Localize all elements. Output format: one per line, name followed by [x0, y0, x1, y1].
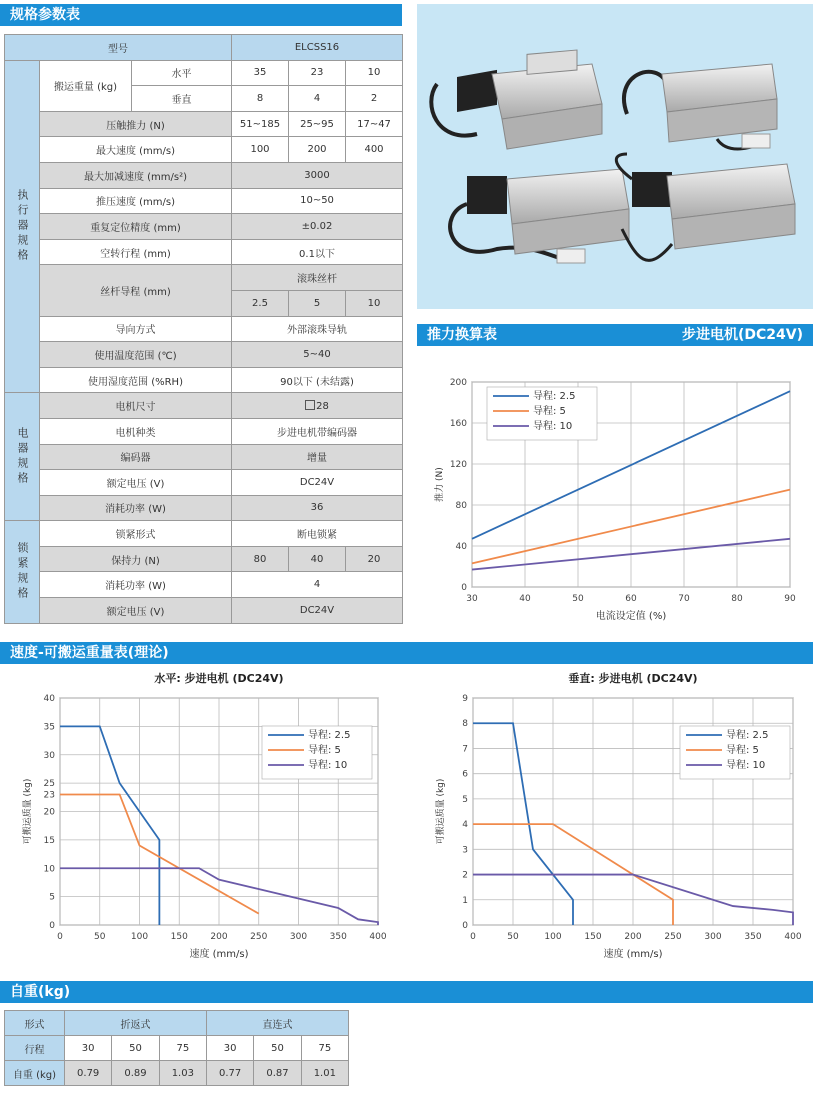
- x-tick-label: 50: [94, 932, 106, 942]
- thrust-banner: [417, 324, 813, 346]
- max-speed-2: 200: [289, 137, 346, 163]
- y-tick-label: 30: [43, 750, 55, 761]
- motor-size-text: 28: [316, 400, 329, 412]
- x-tick-label: 150: [584, 932, 602, 942]
- lock-power-label: 消耗功率 (W): [40, 572, 232, 598]
- product-illustration: [417, 4, 813, 309]
- weight-cell: 0.89: [112, 1061, 159, 1086]
- x-tick-label: 60: [625, 594, 637, 604]
- y-tick-label: 6: [462, 769, 468, 780]
- y-tick-label: 8: [462, 719, 468, 730]
- legend-label: 导程: 10: [726, 760, 766, 771]
- temp-label: 使用温度范围 (℃): [40, 342, 232, 368]
- horizontal-speed-chart: [0, 666, 400, 976]
- y-tick-label: 10: [43, 864, 55, 875]
- weight-cell: 0.79: [65, 1061, 112, 1086]
- y-tick-label: 15: [43, 835, 55, 846]
- weight-banner: [0, 981, 813, 1003]
- payload-label: 搬运重量 (kg): [40, 60, 132, 111]
- legend-label: 导程: 5: [308, 745, 341, 756]
- voltage-value: DC24V: [232, 470, 403, 496]
- screw-label: 丝杆导程 (mm): [40, 265, 232, 316]
- chart-title: 水平: 步进电机 (DC24V): [154, 672, 284, 685]
- y-tick-label: 0: [49, 921, 55, 931]
- max-speed-label: 最大速度 (mm/s): [40, 137, 232, 163]
- y-tick-label: 23: [43, 790, 55, 801]
- legend-label: 导程: 10: [533, 421, 573, 432]
- x-tick-label: 80: [731, 594, 743, 604]
- motor-size-label: 电机尺寸: [40, 393, 232, 419]
- payload-v-2: 4: [289, 86, 346, 112]
- x-tick-label: 150: [170, 932, 188, 942]
- y-tick-label: 4: [462, 820, 468, 831]
- y-tick-label: 1: [462, 895, 468, 906]
- lock-type-value: 断电锁紧: [232, 521, 403, 547]
- stroke-cell: 50: [112, 1036, 159, 1061]
- hold-3: 20: [346, 546, 403, 572]
- thrust-banner-title: 推力换算表: [427, 327, 497, 343]
- encoder-value: 增量: [232, 444, 403, 470]
- model-value: ELCSS16: [232, 35, 403, 61]
- max-accel-value: 3000: [232, 162, 403, 188]
- motor-type-label: 电机种类: [40, 418, 232, 444]
- payload-v-3: 2: [346, 86, 403, 112]
- x-axis-label: 速度 (mm/s): [603, 949, 663, 960]
- press-speed-value: 10~50: [232, 188, 403, 214]
- x-tick-label: 100: [130, 932, 149, 942]
- payload-h-2: 23: [289, 60, 346, 86]
- y-tick-label: 7: [462, 744, 468, 755]
- hold-label: 保持力 (N): [40, 546, 232, 572]
- lock-voltage-value: DC24V: [232, 598, 403, 624]
- stroke-cell: 50: [254, 1036, 301, 1061]
- x-tick-label: 350: [329, 932, 347, 942]
- repeat-value: ±0.02: [232, 214, 403, 240]
- x-tick-label: 40: [519, 594, 531, 604]
- y-tick-label: 5: [49, 892, 55, 903]
- press-speed-label: 推压速度 (mm/s): [40, 188, 232, 214]
- power-value: 36: [232, 495, 403, 521]
- x-tick-label: 200: [210, 932, 228, 942]
- humidity-label: 使用湿度范围 (%RH): [40, 367, 232, 393]
- guide-label: 导向方式: [40, 316, 232, 342]
- group-lock: 锁紧规格: [5, 521, 40, 623]
- y-tick-label: 160: [449, 419, 467, 429]
- hold-1: 80: [232, 546, 289, 572]
- y-tick-label: 9: [462, 694, 468, 704]
- y-tick-label: 0: [461, 583, 467, 593]
- screw-lead-1: 2.5: [232, 290, 289, 316]
- group-actuator: 执行器规格: [5, 60, 40, 393]
- chart-title: 垂直: 步进电机 (DC24V): [568, 672, 698, 685]
- weight-cell: 0.87: [254, 1061, 301, 1086]
- screw-lead-3: 10: [346, 290, 403, 316]
- actuator-2: [624, 64, 777, 149]
- thrust-banner-motor: 步进电机(DC24V): [681, 327, 803, 343]
- power-label: 消耗功率 (W): [40, 495, 232, 521]
- x-tick-label: 350: [744, 932, 762, 942]
- lock-type-label: 锁紧形式: [40, 521, 232, 547]
- product-photo: [417, 4, 813, 309]
- y-tick-label: 2: [462, 870, 468, 881]
- x-tick-label: 30: [466, 594, 478, 604]
- y-tick-label: 5: [462, 794, 468, 805]
- legend-label: 导程: 5: [726, 745, 759, 756]
- encoder-label: 编码器: [40, 444, 232, 470]
- motor-size-value: [232, 393, 403, 419]
- x-tick-label: 100: [544, 932, 562, 942]
- y-tick-label: 35: [43, 722, 55, 733]
- idle-value: 0.1以下: [232, 239, 403, 265]
- form-label: 形式: [5, 1011, 65, 1036]
- weight-cell: 1.03: [159, 1061, 206, 1086]
- y-tick-label: 120: [449, 460, 467, 470]
- legend-label: 导程: 10: [308, 760, 348, 771]
- x-tick-label: 400: [369, 932, 387, 942]
- actuator-1: [431, 50, 602, 149]
- idle-label: 空转行程 (mm): [40, 239, 232, 265]
- x-tick-label: 0: [57, 932, 63, 942]
- x-tick-label: 250: [664, 932, 682, 942]
- legend-label: 导程: 2.5: [533, 391, 576, 402]
- x-tick-label: 50: [572, 594, 584, 604]
- x-axis-label: 速度 (mm/s): [189, 949, 249, 960]
- speed-banner: [0, 642, 813, 664]
- y-tick-label: 200: [449, 378, 467, 388]
- y-axis-label: 可搬运质量 (kg): [436, 778, 446, 845]
- y-tick-label: 20: [43, 807, 55, 818]
- x-tick-label: 300: [289, 932, 308, 942]
- lock-power-value: 4: [232, 572, 403, 598]
- straight-label: 直连式: [206, 1011, 348, 1036]
- repeat-label: 重复定位精度 (mm): [40, 214, 232, 240]
- y-axis-label: 可搬运质量 (kg): [23, 778, 33, 845]
- x-tick-label: 400: [784, 932, 802, 942]
- weight-banner-title: 自重(kg): [10, 984, 71, 1000]
- humidity-value: 90以下 (未结露): [232, 367, 403, 393]
- stroke-cell: 75: [159, 1036, 206, 1061]
- x-tick-label: 200: [624, 932, 642, 942]
- vertical-speed-chart: [410, 666, 813, 976]
- x-tick-label: 90: [784, 594, 796, 604]
- push-force-1: 51~185: [232, 111, 289, 137]
- spec-banner: [0, 4, 402, 26]
- motor-type-value: 步进电机带编码器: [232, 418, 403, 444]
- max-speed-3: 400: [346, 137, 403, 163]
- lock-voltage-label: 额定电压 (V): [40, 598, 232, 624]
- legend-label: 导程: 2.5: [726, 730, 769, 741]
- legend-label: 导程: 2.5: [308, 730, 351, 741]
- spec-table: [4, 34, 403, 624]
- x-tick-label: 50: [507, 932, 519, 942]
- square-icon: [305, 400, 315, 410]
- y-tick-label: 3: [462, 845, 468, 856]
- payload-h-label: 水平: [132, 60, 232, 86]
- x-tick-label: 300: [704, 932, 722, 942]
- stroke-cell: 30: [206, 1036, 253, 1061]
- temp-value: 5~40: [232, 342, 403, 368]
- x-tick-label: 70: [678, 594, 690, 604]
- stroke-label: 行程: [5, 1036, 65, 1061]
- y-tick-label: 25: [43, 779, 55, 790]
- weight-cell: 0.77: [206, 1061, 253, 1086]
- weight-table: [4, 1010, 349, 1086]
- y-tick-label: 80: [455, 501, 467, 511]
- y-tick-label: 40: [43, 694, 55, 704]
- weight-cell: 1.01: [301, 1061, 348, 1086]
- group-motor: 电器规格: [5, 393, 40, 521]
- y-axis-label: 推力 (N): [435, 467, 445, 502]
- x-axis-label: 电流设定值 (%): [595, 611, 667, 622]
- legend-label: 导程: 5: [533, 406, 566, 417]
- push-force-3: 17~47: [346, 111, 403, 137]
- weight-label: 自重 (kg): [5, 1061, 65, 1086]
- stroke-cell: 75: [301, 1036, 348, 1061]
- stroke-cell: 30: [65, 1036, 112, 1061]
- actuator-3: [450, 169, 629, 263]
- max-speed-1: 100: [232, 137, 289, 163]
- x-tick-label: 250: [250, 932, 268, 942]
- y-tick-label: 40: [455, 542, 467, 552]
- spec-banner-title: 规格参数表: [10, 7, 80, 23]
- x-tick-label: 0: [470, 932, 476, 942]
- screw-type: 滚珠丝杆: [232, 265, 403, 291]
- screw-lead-2: 5: [289, 290, 346, 316]
- payload-v-1: 8: [232, 86, 289, 112]
- hold-2: 40: [289, 546, 346, 572]
- guide-value: 外部滚珠导轨: [232, 316, 403, 342]
- actuator-4: [616, 154, 795, 260]
- push-force-label: 压触推力 (N): [40, 111, 232, 137]
- payload-h-1: 35: [232, 60, 289, 86]
- voltage-label: 额定电压 (V): [40, 470, 232, 496]
- model-label: 型号: [5, 35, 232, 61]
- push-force-2: 25~95: [289, 111, 346, 137]
- y-tick-label: 0: [462, 921, 468, 931]
- speed-banner-title: 速度-可搬运重量表(理论): [10, 645, 169, 661]
- payload-h-3: 10: [346, 60, 403, 86]
- folded-label: 折返式: [65, 1011, 207, 1036]
- payload-v-label: 垂直: [132, 86, 232, 112]
- max-accel-label: 最大加减速度 (mm/s²): [40, 162, 232, 188]
- thrust-chart: [417, 355, 813, 630]
